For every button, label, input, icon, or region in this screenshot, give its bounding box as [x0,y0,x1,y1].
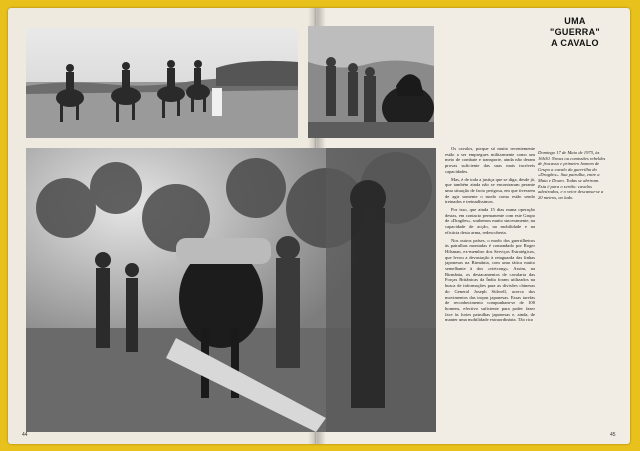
photo-soldiers-with-horse [308,26,434,138]
photo-pack-horse-jungle [26,148,436,432]
photo-caption: Domingo 17 de Maio de 1975, às 16h30. Novas ou comissões rebeldes de fracasso e primeiro homem de Grupo a cavalo da guerrilha do «Dragões». Sua patrulha, entre a Mata e Douro. Todas se abriram. Esta é para o sertão: cavalos adestrados, e o vetor descansa-se a 20 metros, ao lado. [538,150,606,200]
photo-cavalry-patrol [26,28,298,138]
body-paragraph: Mas, é de toda a justiça que se diga, desde já, que também ainda não se encontraram perante uma situação de facto perigosa, em que tivessem de agir somente o modo como estão sendo treinados e treinadíssimos. [445,176,535,205]
body-paragraph: Os cavalos, porque só muito recentemente estão a ser empregues militarmente como um meio de combate e transporte, ainda não deram provas suficiente das suas mais incríveis capacidades. [445,146,535,174]
page-number-left: 44 [22,432,28,438]
body-paragraph: Nos outros países, o modo dos guerrilheiros às patrulhas montadas é comandado por Roger Hilsman, ex-membro dos Serviços Estratégicos, que levou a devastação à retaguarda das linhas japonesas na Birmânia, com uma tática muito semelhante à dos «vietcong». Assim, na Birmânia, os destacamentos de cavalaria das Forças Britânicas da Índia foram utilizados na busca de informações para as divisões chinesas do General Joseph Stilwell, acerca dos movimentos das tropas japonesas. Essas tarefas de reconhecimento compunham-se de 100 homens, efectivo suficiente para poder fazer face às fortes patrulhas japonesas e, ainda, de manter uma mobilidade extraordinária. Tão rico [445,237,535,323]
title-line-2: A CAVALO [551,38,599,48]
page-number-right: 45 [610,432,616,438]
article-title [542,16,608,49]
title-line-1: UMA "GUERRA" [550,16,600,37]
article-body [445,146,535,430]
body-paragraph: Por isso, que ainda 15 dias numa operação destas, em contacto permanente com este Grupo de «Dragões», soubemos muito sinceramente, na capacidade de acção, na mobilidade e na eficácia desta arma, redescoberta. [445,207,535,235]
